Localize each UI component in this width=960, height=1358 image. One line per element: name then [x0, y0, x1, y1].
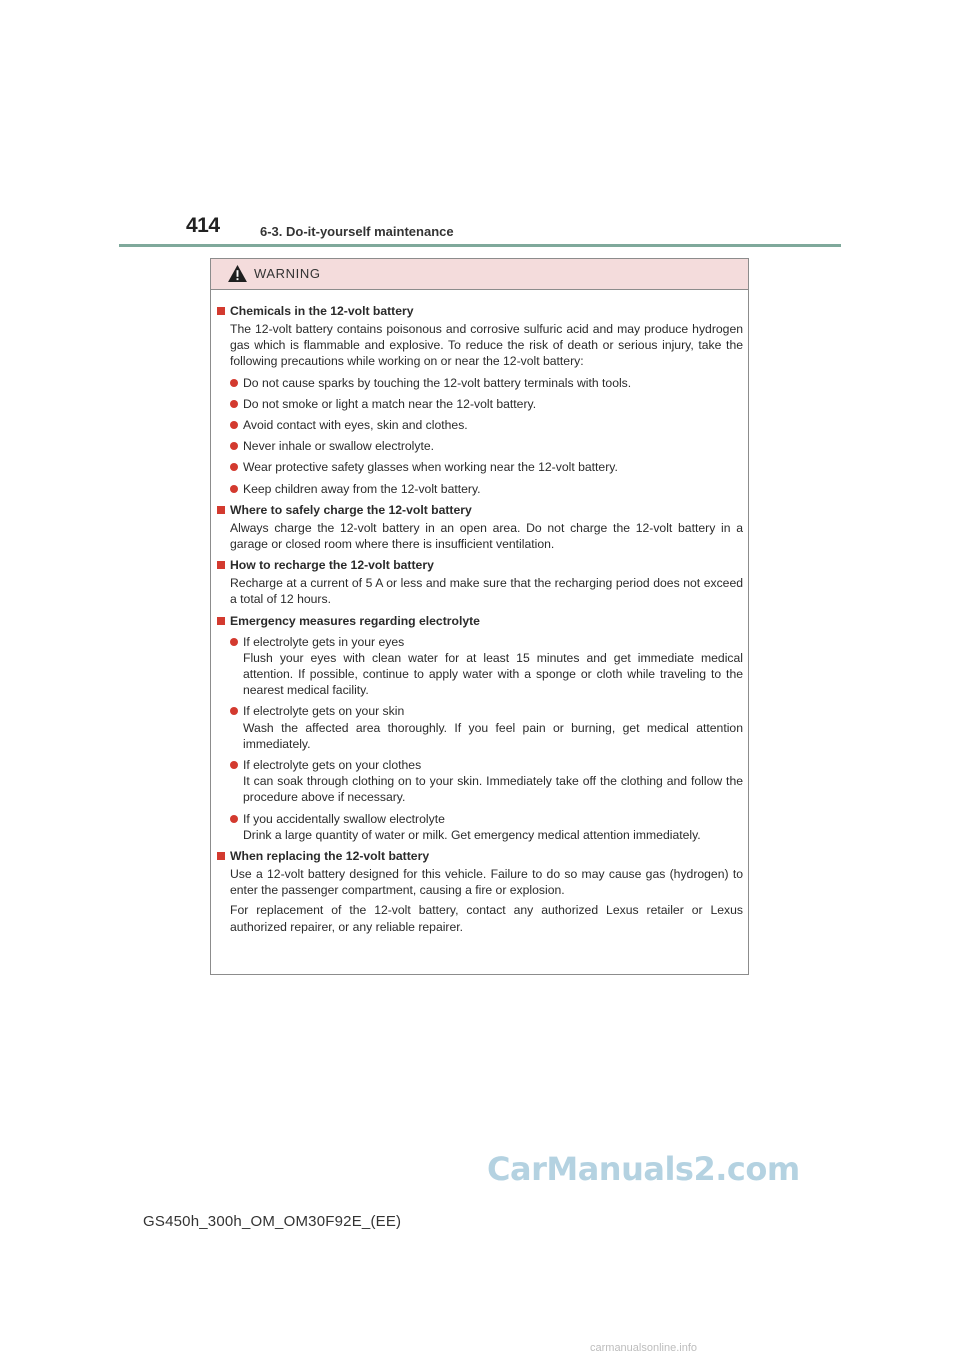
- warning-bullet-item: [217, 396, 743, 412]
- bullet-text: Wash the affected area thoroughly. If you feel pain or burning, get medical attention immediately.: [243, 720, 743, 751]
- warning-header: [211, 259, 748, 290]
- warning-paragraph: Recharge at a current of 5 A or less and make sure that the recharging period does not exceed a total of 12 hours.: [230, 576, 743, 607]
- bullet-text: Do not cause sparks by touching the 12-volt battery terminals with tools.: [243, 375, 632, 390]
- bullet-subtitle: If electrolyte gets on your clothes: [243, 758, 422, 773]
- warning-section: [217, 303, 743, 497]
- bullet-subtitle: If electrolyte gets in your eyes: [243, 634, 405, 649]
- warning-bullet-item: [217, 481, 743, 497]
- bottom-url: carmanualsonline.info: [590, 1342, 698, 1354]
- section-title: 6-3. Do-it-yourself maintenance: [260, 224, 454, 239]
- warning-bullet-item: [217, 417, 743, 433]
- warning-body: [211, 303, 748, 940]
- warning-bullet-item: [217, 703, 743, 752]
- warning-section: [217, 502, 743, 552]
- page-number: 414: [186, 214, 220, 237]
- warning-section: [217, 613, 743, 843]
- bullet-text: Do not smoke or light a match near the 12-volt battery.: [243, 396, 537, 411]
- watermark-logo: CarManuals2.com: [487, 1150, 800, 1188]
- warning-section-title: When replacing the 12-volt battery: [217, 848, 743, 864]
- warning-section: [217, 557, 743, 607]
- bullet-subtitle: If electrolyte gets on your skin: [243, 704, 405, 719]
- bullet-text: Keep children away from the 12-volt battery.: [243, 481, 481, 496]
- warning-section-title: Where to safely charge the 12-volt battery: [217, 502, 743, 518]
- bullet-text: Drink a large quantity of water or milk. Get emergency medical attention immediately.: [243, 827, 701, 842]
- bullet-text: Flush your eyes with clean water for at least 15 minutes and get immediate medical attention. If possible, continue to apply water with a sponge or cloth while traveling to the nearest medical facility.: [243, 650, 743, 698]
- bullet-text: It can soak through clothing on to your skin. Immediately take off the clothing and follow the procedure above if necessary.: [243, 774, 743, 805]
- warning-section-title: How to recharge the 12-volt battery: [217, 557, 743, 573]
- warning-bullet-item: [217, 634, 743, 699]
- warning-box: [210, 258, 749, 975]
- bullet-subtitle: If you accidentally swallow electrolyte: [243, 811, 445, 826]
- warning-bullet-item: [217, 375, 743, 391]
- warning-section-title: Emergency measures regarding electrolyte: [217, 613, 743, 629]
- warning-paragraph: The 12-volt battery contains poisonous and corrosive sulfuric acid and may produce hydrogen gas which is flammable and explosive. To reduce the risk of death or serious injury, take the following precautions while working on or near the 12-volt battery:: [230, 322, 743, 369]
- warning-paragraph: Use a 12-volt battery designed for this vehicle. Failure to do so may cause gas (hydrogen) to enter the passenger compartment, causing a fire or explosion.: [230, 867, 743, 898]
- header-rule: [119, 244, 841, 247]
- warning-bullet-item: [217, 459, 743, 475]
- warning-bullet-item: [217, 811, 743, 843]
- warning-paragraph: Always charge the 12-volt battery in an open area. Do not charge the 12-volt battery in a garage or closed room where there is insufficient ventilation.: [230, 520, 743, 552]
- warning-section-title: Chemicals in the 12-volt battery: [217, 303, 743, 319]
- bullet-text: Avoid contact with eyes, skin and clothes.: [243, 418, 468, 433]
- warning-label: WARNING: [254, 266, 321, 281]
- warning-triangle-icon: [228, 265, 247, 282]
- warning-bullet-item: [217, 757, 743, 806]
- bullet-text: Never inhale or swallow electrolyte.: [243, 439, 435, 454]
- warning-bullet-item: [217, 438, 743, 454]
- warning-paragraph: For replacement of the 12-volt battery, contact any authorized Lexus retailer or Lexus authorized repairer, or any reliable repairer.: [230, 903, 743, 934]
- bullet-text: Wear protective safety glasses when working near the 12-volt battery.: [243, 460, 618, 475]
- manual-code: GS450h_300h_OM_OM30F92E_(EE): [143, 1213, 402, 1230]
- warning-section: [217, 848, 743, 935]
